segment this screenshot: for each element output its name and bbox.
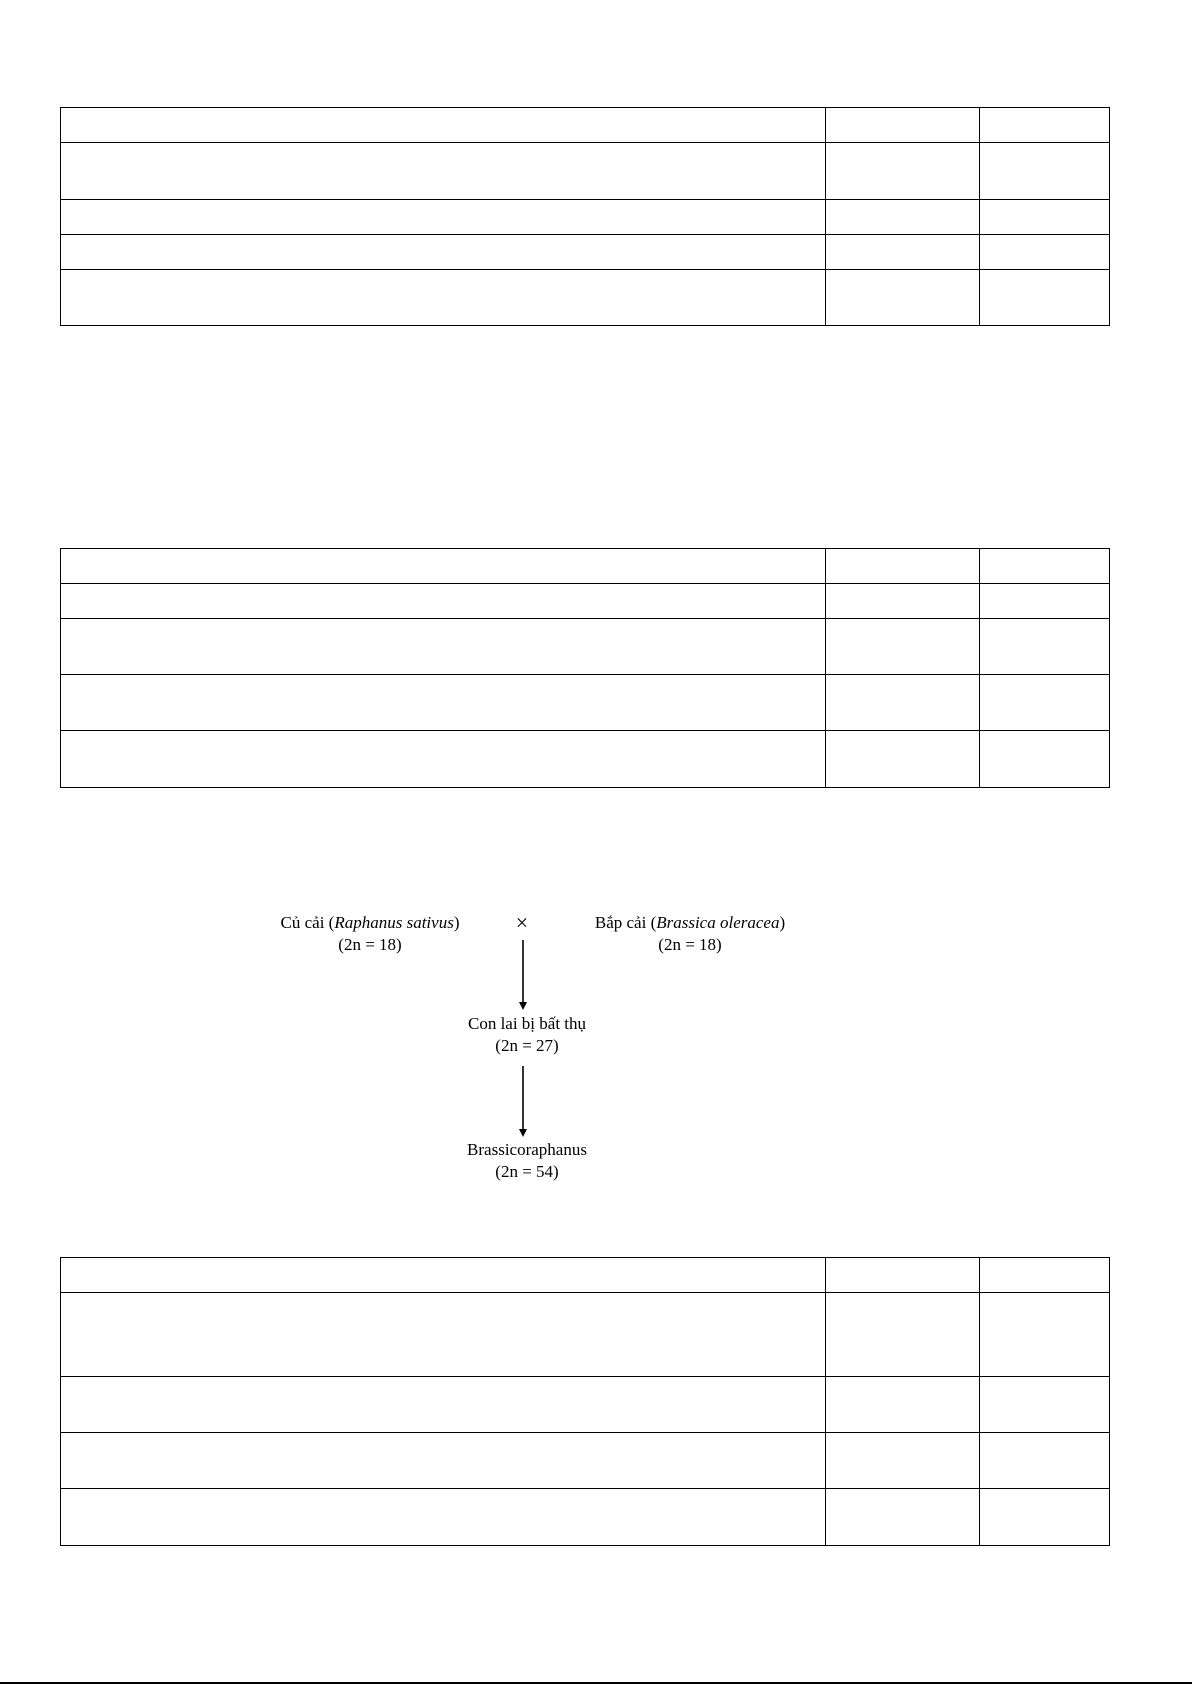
parent-1-label <box>281 912 460 956</box>
result-label <box>467 1139 587 1183</box>
answer-table-2 <box>60 548 1110 788</box>
table-row <box>61 619 1110 675</box>
statement-cell <box>61 108 826 143</box>
table-row <box>61 235 1110 270</box>
false-cell[interactable] <box>980 143 1110 200</box>
true-cell[interactable] <box>826 1433 980 1489</box>
true-cell[interactable] <box>826 143 980 200</box>
table-row <box>61 143 1110 200</box>
false-cell[interactable] <box>980 1293 1110 1377</box>
parent-1-name: Củ cải (Raphanus sativus) <box>280 913 460 932</box>
true-cell[interactable] <box>826 731 980 788</box>
statement-cell <box>61 584 826 619</box>
false-cell[interactable] <box>980 619 1110 675</box>
answer-table-3 <box>60 1257 1110 1546</box>
false-cell[interactable] <box>980 675 1110 731</box>
statement-cell <box>61 200 826 235</box>
table-row <box>61 1433 1110 1489</box>
page-bottom-border <box>0 1682 1192 1684</box>
true-cell[interactable] <box>826 584 980 619</box>
true-cell[interactable] <box>826 1489 980 1546</box>
statement-cell <box>61 1293 826 1377</box>
statement-cell <box>61 143 826 200</box>
false-cell[interactable] <box>980 235 1110 270</box>
true-cell[interactable] <box>826 200 980 235</box>
parent-1-chromosomes: (2n = 18) <box>338 935 402 954</box>
true-cell[interactable] <box>826 549 980 584</box>
table-row <box>61 1489 1110 1546</box>
true-cell[interactable] <box>826 270 980 326</box>
table-row <box>61 108 1110 143</box>
statement-cell <box>61 619 826 675</box>
table-row <box>61 549 1110 584</box>
table-row <box>61 270 1110 326</box>
table-row <box>61 200 1110 235</box>
false-cell[interactable] <box>980 1258 1110 1293</box>
hybrid-chromosomes: (2n = 27) <box>495 1036 559 1055</box>
parent-2-chromosomes: (2n = 18) <box>658 935 722 954</box>
table-row <box>61 1293 1110 1377</box>
result-chromosomes: (2n = 54) <box>495 1162 559 1181</box>
false-cell[interactable] <box>980 1377 1110 1433</box>
table-row <box>61 731 1110 788</box>
true-cell[interactable] <box>826 675 980 731</box>
false-cell[interactable] <box>980 731 1110 788</box>
statement-cell <box>61 1258 826 1293</box>
table-row <box>61 1258 1110 1293</box>
hybrid-name: Con lai bị bất thụ <box>467 1014 587 1033</box>
true-cell[interactable] <box>826 619 980 675</box>
cross-symbol: × <box>515 910 529 935</box>
hybrid-label <box>468 1013 586 1057</box>
statement-cell <box>61 235 826 270</box>
statement-cell <box>61 731 826 788</box>
false-cell[interactable] <box>980 549 1110 584</box>
false-cell[interactable] <box>980 584 1110 619</box>
false-cell[interactable] <box>980 1489 1110 1546</box>
parent-2-name: Bắp cải (Brassica oleracea) <box>594 913 786 932</box>
false-cell[interactable] <box>980 200 1110 235</box>
statement-cell <box>61 549 826 584</box>
statement-cell <box>61 1433 826 1489</box>
true-cell[interactable] <box>826 235 980 270</box>
false-cell[interactable] <box>980 108 1110 143</box>
result-name: Brassicoraphanus <box>467 1140 587 1159</box>
answer-table-1 <box>60 107 1110 326</box>
false-cell[interactable] <box>980 270 1110 326</box>
false-cell[interactable] <box>980 1433 1110 1489</box>
table-row <box>61 1377 1110 1433</box>
true-cell[interactable] <box>826 1293 980 1377</box>
statement-cell <box>61 1489 826 1546</box>
table-row <box>61 675 1110 731</box>
true-cell[interactable] <box>826 1258 980 1293</box>
statement-cell <box>61 270 826 326</box>
statement-cell <box>61 675 826 731</box>
parent-2-label <box>595 912 785 956</box>
true-cell[interactable] <box>826 108 980 143</box>
true-cell[interactable] <box>826 1377 980 1433</box>
table-row <box>61 584 1110 619</box>
statement-cell <box>61 1377 826 1433</box>
